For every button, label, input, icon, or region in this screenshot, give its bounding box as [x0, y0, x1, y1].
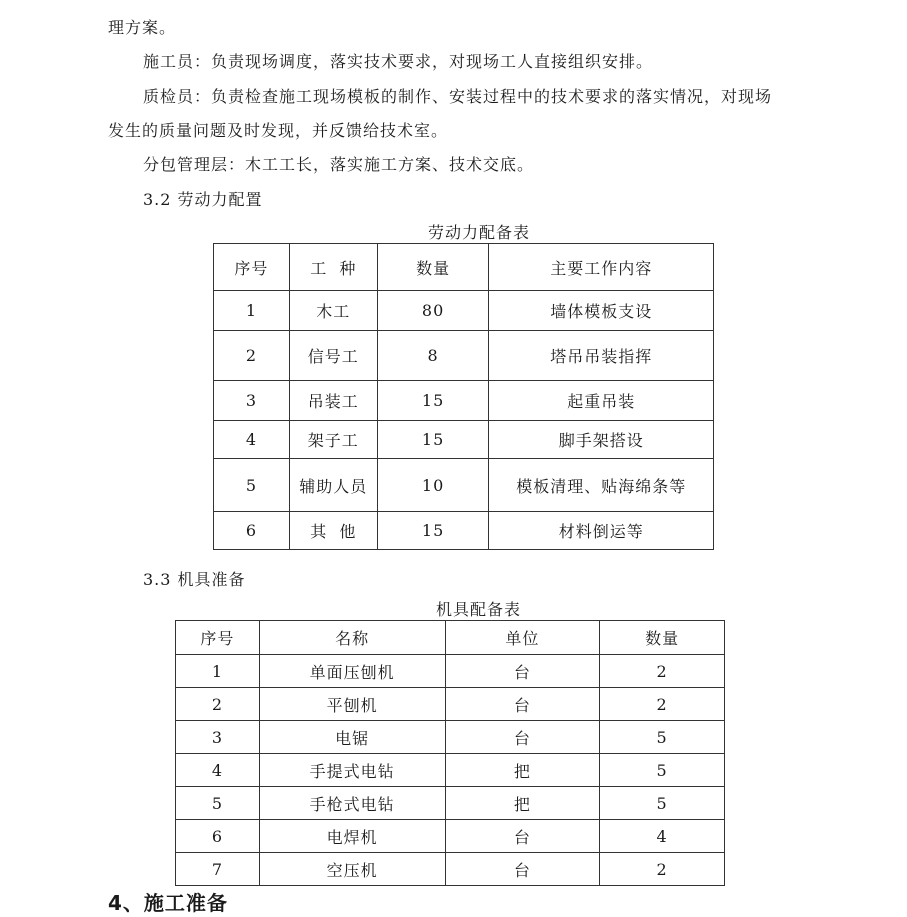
header-cell: 工 种 [289, 244, 377, 291]
table-cell: 7 [176, 853, 260, 886]
header-cell: 名称 [259, 621, 445, 655]
table-cell: 4 [214, 421, 290, 459]
table-cell: 手枪式电钻 [259, 787, 445, 820]
header-cell: 数量 [600, 621, 725, 655]
table-cell: 起重吊装 [489, 381, 714, 421]
table-cell: 电焊机 [259, 820, 445, 853]
table-title: 机具配备表 [436, 600, 522, 619]
table-cell: 塔吊吊装指挥 [489, 331, 714, 381]
table-cell: 单面压刨机 [259, 655, 445, 688]
table-row [176, 688, 725, 721]
table-cell: 材料倒运等 [489, 512, 714, 550]
header-cell: 序号 [214, 244, 290, 291]
table-row [176, 820, 725, 853]
table-cell: 10 [377, 459, 489, 512]
table-cell: 辅助人员 [289, 459, 377, 512]
table-cell: 台 [445, 820, 600, 853]
table-cell: 吊装工 [289, 381, 377, 421]
table-header-row [176, 621, 725, 655]
table-cell: 2 [600, 688, 725, 721]
header-cell: 主要工作内容 [489, 244, 714, 291]
table-cell: 把 [445, 787, 600, 820]
table-cell: 5 [600, 787, 725, 820]
table-cell: 5 [600, 721, 725, 754]
header-cell: 序号 [176, 621, 260, 655]
table-row [214, 331, 714, 381]
table-cell: 木工 [289, 291, 377, 331]
paragraph-line: 施工员：负责现场调度，落实技术要求，对现场工人直接组织安排。 [143, 52, 654, 71]
table-cell: 手提式电钻 [259, 754, 445, 787]
table-cell: 其 他 [289, 512, 377, 550]
table-row [176, 787, 725, 820]
table-cell: 8 [377, 331, 489, 381]
table-cell: 信号工 [289, 331, 377, 381]
header-cell: 数量 [377, 244, 489, 291]
table-cell: 5 [214, 459, 290, 512]
table-cell: 台 [445, 688, 600, 721]
table-cell: 4 [600, 820, 725, 853]
header-cell: 单位 [445, 621, 600, 655]
table-header-row [214, 244, 714, 291]
table-cell: 15 [377, 512, 489, 550]
table-cell: 1 [214, 291, 290, 331]
section-heading: 3.3 机具准备 [143, 570, 246, 589]
table-cell: 模板清理、贴海绵条等 [489, 459, 714, 512]
table-cell: 2 [176, 688, 260, 721]
table-cell: 架子工 [289, 421, 377, 459]
table-row [176, 655, 725, 688]
table-cell: 3 [176, 721, 260, 754]
table-cell: 2 [600, 655, 725, 688]
table-cell: 电锯 [259, 721, 445, 754]
table-row [214, 381, 714, 421]
table-cell: 台 [445, 721, 600, 754]
table-row [214, 459, 714, 512]
paragraph-line: 发生的质量问题及时发现，并反馈给技术室。 [108, 121, 449, 140]
paragraph-line: 理方案。 [108, 18, 177, 37]
table-row [176, 754, 725, 787]
section-heading: 3.2 劳动力配置 [143, 190, 263, 209]
labor-table [213, 243, 714, 550]
table-row [176, 721, 725, 754]
table-cell: 1 [176, 655, 260, 688]
table-cell: 2 [600, 853, 725, 886]
table-row [176, 853, 725, 886]
table-cell: 4 [176, 754, 260, 787]
table-cell: 6 [176, 820, 260, 853]
table-cell: 15 [377, 421, 489, 459]
table-row [214, 421, 714, 459]
paragraph-line: 分包管理层：木工工长，落实施工方案、技术交底。 [143, 155, 535, 174]
table-cell: 3 [214, 381, 290, 421]
table-cell: 台 [445, 853, 600, 886]
table-cell: 空压机 [259, 853, 445, 886]
table-row [214, 291, 714, 331]
table-row [214, 512, 714, 550]
table-cell: 5 [600, 754, 725, 787]
paragraph-line: 质检员：负责检查施工现场模板的制作、安装过程中的技术要求的落实情况，对现场 [143, 87, 773, 106]
table-cell: 平刨机 [259, 688, 445, 721]
table-cell: 台 [445, 655, 600, 688]
table-title: 劳动力配备表 [428, 223, 531, 242]
table-cell: 15 [377, 381, 489, 421]
table-cell: 80 [377, 291, 489, 331]
table-cell: 脚手架搭设 [489, 421, 714, 459]
table-cell: 把 [445, 754, 600, 787]
table-cell: 5 [176, 787, 260, 820]
table-cell: 墙体模板支设 [489, 291, 714, 331]
equipment-table [175, 620, 725, 886]
table-cell: 2 [214, 331, 290, 381]
section-heading: 4、施工准备 [108, 891, 228, 915]
table-cell: 6 [214, 512, 290, 550]
